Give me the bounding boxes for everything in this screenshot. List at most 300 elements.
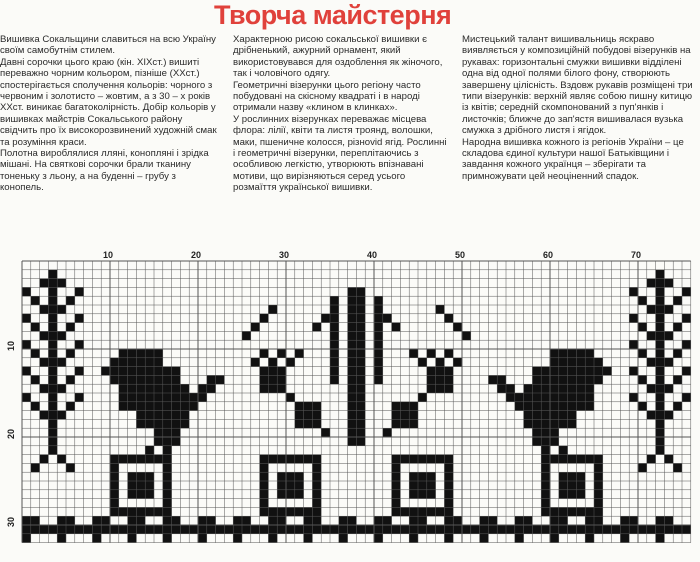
stitch-cell [656, 402, 665, 411]
stitch-cell [559, 516, 568, 525]
stitch-cell [321, 314, 330, 323]
stitch-cell [172, 367, 181, 376]
stitch-cell [436, 375, 445, 384]
stitch-cell [427, 507, 436, 516]
ruler-number: 50 [454, 250, 466, 260]
stitch-cell [163, 446, 172, 455]
stitch-cell [656, 428, 665, 437]
stitch-cell [110, 499, 119, 508]
stitch-cell [66, 516, 75, 525]
stitch-cell [568, 384, 577, 393]
stitch-cell [57, 358, 66, 367]
stitch-cell [585, 367, 594, 376]
stitch-cell [656, 287, 665, 296]
stitch-cell [75, 367, 84, 376]
stitch-cell [638, 349, 647, 358]
stitch-cell [532, 525, 541, 534]
stitch-cell [444, 384, 453, 393]
stitch-cell [576, 402, 585, 411]
stitch-cell [295, 525, 304, 534]
stitch-cell [40, 525, 49, 534]
stitch-cell [75, 287, 84, 296]
text-column-3 [462, 34, 694, 182]
stitch-cell [110, 490, 119, 499]
stitch-cell [277, 375, 286, 384]
stitch-cell [568, 419, 577, 428]
stitch-cell [629, 340, 638, 349]
stitch-cell [268, 384, 277, 393]
stitch-cell [682, 340, 691, 349]
stitch-cell [550, 455, 559, 464]
paragraph: Полотна вироблялися лляні, конопляні і зрідка мішані. На святкові сорочки брали тканину тоненьку з льону, а на буденні – грубу з конопель. [0, 148, 209, 194]
stitch-cell [136, 375, 145, 384]
stitch-cell [348, 525, 357, 534]
stitch-cell [163, 411, 172, 420]
stitch-cell [304, 411, 313, 420]
stitch-cell [48, 340, 57, 349]
stitch-cell [268, 375, 277, 384]
stitch-cell [136, 402, 145, 411]
stitch-cell [172, 384, 181, 393]
ruler-number: 30 [6, 516, 16, 528]
stitch-cell [57, 411, 66, 420]
stitch-cell [119, 525, 128, 534]
stitch-cell [119, 375, 128, 384]
stitch-cell [647, 305, 656, 314]
stitch-cell [286, 481, 295, 490]
stitch-cell [110, 472, 119, 481]
stitch-cell [163, 516, 172, 525]
stitch-cell [295, 490, 304, 499]
stitch-cell [550, 437, 559, 446]
stitch-cell [233, 525, 242, 534]
stitch-cell [559, 411, 568, 420]
stitch-cell [348, 287, 357, 296]
stitch-cell [453, 323, 462, 332]
stitch-cell [180, 393, 189, 402]
stitch-cell [128, 375, 137, 384]
stitch-cell [524, 411, 533, 420]
stitch-cell [541, 393, 550, 402]
stitch-cell [480, 525, 489, 534]
stitch-cell [312, 411, 321, 420]
stitch-cell [629, 287, 638, 296]
stitch-cell [356, 305, 365, 314]
stitch-cell [436, 358, 445, 367]
stitch-cell [31, 516, 40, 525]
stitch-cell [392, 499, 401, 508]
stitch-cell [48, 375, 57, 384]
stitch-cell [31, 349, 40, 358]
stitch-cell [136, 455, 145, 464]
stitch-cell [418, 455, 427, 464]
stitch-cell [524, 402, 533, 411]
stitch-cell [180, 525, 189, 534]
stitch-cell [656, 279, 665, 288]
stitch-cell [559, 490, 568, 499]
stitch-cell [356, 384, 365, 393]
stitch-cell [409, 472, 418, 481]
stitch-cell [427, 367, 436, 376]
stitch-cell [348, 358, 357, 367]
stitch-cell [304, 402, 313, 411]
stitch-cell [356, 323, 365, 332]
stitch-cell [163, 525, 172, 534]
stitch-cell [128, 472, 137, 481]
stitch-cell [392, 481, 401, 490]
stitch-cell [154, 384, 163, 393]
stitch-cell [242, 331, 251, 340]
stitch-cell [444, 525, 453, 534]
stitch-cell [40, 455, 49, 464]
stitch-cell [444, 455, 453, 464]
stitch-cell [532, 411, 541, 420]
stitch-cell [550, 393, 559, 402]
stitch-cell [497, 525, 506, 534]
stitch-cell [594, 367, 603, 376]
stitch-cell [576, 472, 585, 481]
stitch-cell [31, 463, 40, 472]
stitch-cell [594, 516, 603, 525]
stitch-cell [207, 525, 216, 534]
stitch-cell [480, 516, 489, 525]
stitch-cell [128, 349, 137, 358]
stitch-cell [66, 375, 75, 384]
stitch-cell [304, 525, 313, 534]
stitch-cell [268, 305, 277, 314]
stitch-cell [638, 463, 647, 472]
ruler-number: 20 [190, 250, 202, 260]
stitch-cell [392, 490, 401, 499]
stitch-cell [568, 393, 577, 402]
stitch-cell [277, 525, 286, 534]
stitch-cell [172, 525, 181, 534]
stitch-cell [638, 525, 647, 534]
stitch-cell [57, 331, 66, 340]
stitch-cell [506, 384, 515, 393]
stitch-cell [40, 279, 49, 288]
stitch-cell [436, 384, 445, 393]
stitch-cell [304, 419, 313, 428]
stitch-cell [392, 463, 401, 472]
ruler-number: 30 [278, 250, 290, 260]
stitch-cell [348, 375, 357, 384]
stitch-cell [136, 507, 145, 516]
stitch-cell [418, 481, 427, 490]
stitch-cell [629, 314, 638, 323]
stitch-cell [532, 375, 541, 384]
stitch-cell [119, 507, 128, 516]
stitch-cell [172, 437, 181, 446]
stitch-cell [436, 507, 445, 516]
stitch-cell [48, 367, 57, 376]
stitch-cell [75, 525, 84, 534]
stitch-cell [189, 402, 198, 411]
stitch-cell [559, 393, 568, 402]
stitch-cell [620, 534, 629, 543]
stitch-cell [356, 402, 365, 411]
stitch-cell [585, 516, 594, 525]
stitch-cell [163, 507, 172, 516]
stitch-cell [198, 525, 207, 534]
stitch-cell [348, 331, 357, 340]
stitch-cell [119, 358, 128, 367]
stitch-cell [682, 393, 691, 402]
stitch-cell [260, 481, 269, 490]
stitch-cell [682, 367, 691, 376]
stitch-cell [40, 411, 49, 420]
stitch-cell [154, 455, 163, 464]
stitch-cell [576, 349, 585, 358]
stitch-cell [664, 305, 673, 314]
stitch-cell [48, 296, 57, 305]
stitch-cell [488, 516, 497, 525]
stitch-cell [524, 384, 533, 393]
stitch-cell [136, 393, 145, 402]
stitch-cell [524, 393, 533, 402]
stitch-cell [656, 384, 665, 393]
stitch-cell [128, 534, 137, 543]
stitch-cell [400, 402, 409, 411]
stitch-cell [339, 516, 348, 525]
stitch-cell [128, 481, 137, 490]
stitch-cell [110, 455, 119, 464]
stitch-cell [392, 455, 401, 464]
stitch-cell [312, 507, 321, 516]
stitch-cell [400, 507, 409, 516]
stitch-cell [532, 393, 541, 402]
stitch-cell [409, 534, 418, 543]
stitch-cell [515, 393, 524, 402]
page-title: Творча майстерня [214, 0, 452, 30]
stitch-cell [374, 296, 383, 305]
stitch-cell [145, 481, 154, 490]
stitch-cell [559, 525, 568, 534]
stitch-cell [374, 314, 383, 323]
stitch-cell [260, 525, 269, 534]
stitch-cell [374, 525, 383, 534]
stitch-cell [48, 419, 57, 428]
stitch-cell [656, 446, 665, 455]
stitch-cell [471, 525, 480, 534]
stitch-cell [268, 367, 277, 376]
stitch-cell [172, 393, 181, 402]
stitch-cell [277, 455, 286, 464]
stitch-cell [673, 525, 682, 534]
stitch-cell [568, 455, 577, 464]
stitch-cell [295, 419, 304, 428]
stitch-cell [427, 481, 436, 490]
stitch-cell [541, 419, 550, 428]
stitch-cell [392, 402, 401, 411]
stitch-cell [101, 525, 110, 534]
stitch-cell [585, 358, 594, 367]
stitch-cell [374, 340, 383, 349]
stitch-cell [532, 367, 541, 376]
stitch-cell [22, 516, 31, 525]
stitch-cell [462, 525, 471, 534]
stitch-cell [22, 287, 31, 296]
stitch-cell [374, 516, 383, 525]
stitch-cell [348, 323, 357, 332]
stitch-cell [576, 525, 585, 534]
stitch-cell [128, 455, 137, 464]
stitch-cell [568, 507, 577, 516]
stitch-cell [330, 375, 339, 384]
stitch-cell [180, 419, 189, 428]
stitch-cell [656, 393, 665, 402]
stitch-cell [136, 516, 145, 525]
stitch-cell [673, 402, 682, 411]
stitch-cell [48, 270, 57, 279]
stitch-cell [409, 411, 418, 420]
stitch-cell [304, 507, 313, 516]
stitch-cell [136, 349, 145, 358]
stitch-cell [295, 402, 304, 411]
stitch-cell [224, 525, 233, 534]
stitch-cell [550, 525, 559, 534]
stitch-cell [163, 367, 172, 376]
stitch-cell [550, 358, 559, 367]
stitch-cell [638, 296, 647, 305]
stitch-cell [550, 375, 559, 384]
stitch-cell [488, 375, 497, 384]
stitch-cell [312, 490, 321, 499]
stitch-cell [163, 463, 172, 472]
stitch-cell [330, 349, 339, 358]
stitch-cell [585, 402, 594, 411]
stitch-cell [312, 419, 321, 428]
stitch-cell [145, 446, 154, 455]
stitch-cell [312, 323, 321, 332]
stitch-cell [57, 534, 66, 543]
stitch-cell [48, 393, 57, 402]
stitch-cell [295, 472, 304, 481]
stitch-cell [594, 358, 603, 367]
stitch-cell [48, 305, 57, 314]
stitch-cell [57, 305, 66, 314]
stitch-cell [656, 305, 665, 314]
stitch-cell [48, 402, 57, 411]
stitch-cell [541, 525, 550, 534]
stitch-cell [154, 507, 163, 516]
stitch-cell [163, 437, 172, 446]
stitch-cell [656, 349, 665, 358]
stitch-cell [418, 472, 427, 481]
stitch-cell [436, 305, 445, 314]
stitch-cell [392, 323, 401, 332]
stitch-cell [392, 507, 401, 516]
stitch-cell [40, 384, 49, 393]
stitch-cell [647, 358, 656, 367]
stitch-cell [585, 393, 594, 402]
stitch-cell [418, 516, 427, 525]
stitch-cell [57, 384, 66, 393]
stitch-cell [128, 507, 137, 516]
stitch-cell [260, 490, 269, 499]
stitch-cell [84, 525, 93, 534]
stitch-cell [444, 516, 453, 525]
stitch-cell [251, 525, 260, 534]
stitch-cell [576, 358, 585, 367]
stitch-cell [145, 455, 154, 464]
stitch-cell [260, 499, 269, 508]
stitch-cell [48, 287, 57, 296]
stitch-cell [576, 481, 585, 490]
stitch-cell [594, 507, 603, 516]
stitch-cell [57, 516, 66, 525]
stitch-cell [541, 402, 550, 411]
stitch-cell [145, 402, 154, 411]
stitch-cell [656, 340, 665, 349]
stitch-cell [66, 525, 75, 534]
stitch-cell [656, 419, 665, 428]
stitch-cell [66, 402, 75, 411]
stitch-cell [312, 472, 321, 481]
stitch-cell [172, 402, 181, 411]
stitch-cell [22, 314, 31, 323]
stitch-cell [559, 384, 568, 393]
stitch-cell [647, 411, 656, 420]
stitch-cell [163, 481, 172, 490]
stitch-cell [559, 358, 568, 367]
stitch-cell [145, 507, 154, 516]
stitch-cell [374, 534, 383, 543]
stitch-cell [66, 349, 75, 358]
stitch-cell [260, 314, 269, 323]
stitch-cell [568, 402, 577, 411]
stitch-cell [163, 393, 172, 402]
stitch-cell [638, 375, 647, 384]
stitch-cell [515, 402, 524, 411]
stitch-cell [312, 481, 321, 490]
stitch-cell [409, 402, 418, 411]
stitch-cell [172, 428, 181, 437]
stitch-cell [286, 455, 295, 464]
paragraph: Народна вишивка кожного із регіонів України – це складова єдиної культури нашої Батьківщини і завдання кожного українця – зберігати та примножувати цей неоціненний спадок. [462, 136, 684, 182]
stitch-cell [48, 411, 57, 420]
stitch-cell [145, 375, 154, 384]
stitch-cell [172, 516, 181, 525]
stitch-cell [638, 402, 647, 411]
stitch-cell [594, 455, 603, 464]
stitch-cell [48, 323, 57, 332]
stitch-cell [330, 314, 339, 323]
stitch-cell [541, 446, 550, 455]
stitch-cell [629, 393, 638, 402]
stitch-cell [383, 525, 392, 534]
stitch-cell [550, 367, 559, 376]
stitch-cell [233, 534, 242, 543]
stitch-cell [541, 490, 550, 499]
stitch-cell [576, 384, 585, 393]
stitch-cell [163, 490, 172, 499]
stitch-cell [594, 463, 603, 472]
stitch-cell [524, 516, 533, 525]
stitch-cell [92, 516, 101, 525]
stitch-cell [356, 331, 365, 340]
stitch-cell [409, 349, 418, 358]
stitch-cell [172, 375, 181, 384]
stitch-cell [348, 296, 357, 305]
stitch-cell [330, 305, 339, 314]
stitch-cell [374, 349, 383, 358]
stitch-cell [312, 525, 321, 534]
stitch-cell [444, 472, 453, 481]
stitch-cell [312, 499, 321, 508]
stitch-cell [277, 367, 286, 376]
stitch-cell [260, 384, 269, 393]
